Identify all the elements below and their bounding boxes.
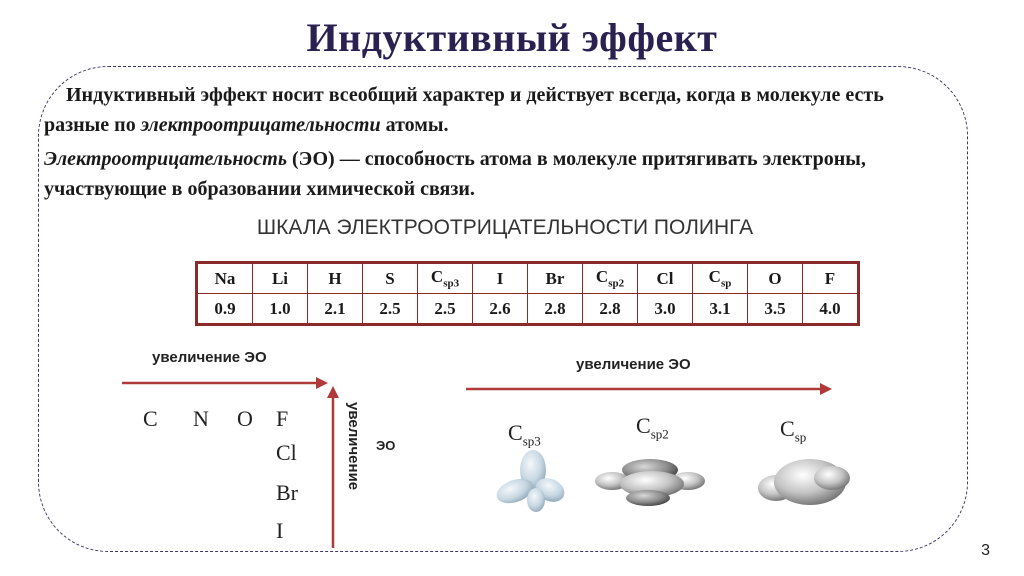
definition-paragraph xyxy=(44,144,944,204)
element-br: Br xyxy=(276,480,298,505)
intro-text-2: атомы. xyxy=(380,114,449,136)
element-o: O xyxy=(237,406,253,431)
table-value-cell: 3.0 xyxy=(638,294,693,325)
element-i: I xyxy=(276,518,284,543)
table-value-cell: 4.0 xyxy=(803,294,859,325)
definition-text: (ЭО) — способность атома в молекуле притягивать электроны, участвующие в образовании химической связи. xyxy=(44,148,866,200)
element-f: F xyxy=(276,406,289,431)
scale-title: ШКАЛА ЭЛЕКТРООТРИЦАТЕЛЬНОСТИ ПОЛИНГА xyxy=(256,216,754,239)
table-header-cell: $C_{sp2}$ xyxy=(583,263,638,294)
table-value-cell: 2.8 xyxy=(528,294,583,325)
table-value-cell: 2.5 xyxy=(363,294,418,325)
table-header-cell: Br xyxy=(528,263,583,294)
intro-paragraph xyxy=(44,80,944,140)
table-header-cell: Cl xyxy=(638,263,693,294)
table-value-cell: 2.6 xyxy=(473,294,528,325)
right-arrow-label: увеличение ЭО xyxy=(576,356,691,373)
table-header-cell: H xyxy=(308,263,363,294)
table-header-cell: $C_{sp}$ xyxy=(693,263,748,294)
table-value-cell: 2.5 xyxy=(418,294,473,325)
page-number: 3 xyxy=(981,542,990,559)
table-value-cell: 1.0 xyxy=(253,294,308,325)
table-value-cell: 3.5 xyxy=(748,294,803,325)
intro-text-1: Индуктивный эффект носит всеобщий характер и действует всегда, когда в молекуле есть разные по xyxy=(44,84,884,136)
definition-italic: Электроотрицательность xyxy=(44,148,288,170)
table-value-cell: 0.9 xyxy=(197,294,253,325)
electronegativity-table xyxy=(195,261,860,326)
intro-italic: электроотрицательности xyxy=(140,114,381,136)
table-header-cell: F xyxy=(803,263,859,294)
table-header-cell: O xyxy=(748,263,803,294)
table-header-cell: $C_{sp3}$ xyxy=(418,263,473,294)
left-arrow-label: увеличение ЭО xyxy=(152,349,267,366)
vertical-arrow-label: увеличение xyxy=(345,402,362,491)
table-header-cell: S xyxy=(363,263,418,294)
orbital-label-sp: $C_{sp}$ xyxy=(780,416,807,445)
table-value-cell: 3.1 xyxy=(693,294,748,325)
orbital-label-sp2: $C_{sp2}$ xyxy=(636,413,669,442)
table-header-cell: Li xyxy=(253,263,308,294)
table-value-cell: 2.8 xyxy=(583,294,638,325)
table-value-cell: 2.1 xyxy=(308,294,363,325)
orbital-label-sp3: $C_{sp3}$ xyxy=(508,420,541,449)
table-value-row xyxy=(197,294,859,325)
vertical-arrow-suffix: ЭО xyxy=(376,438,396,453)
slide-title: Индуктивный эффект xyxy=(306,15,718,60)
element-n: N xyxy=(193,406,209,431)
table-header-cell: I xyxy=(473,263,528,294)
table-header-cell: Na xyxy=(197,263,253,294)
table-header-row xyxy=(197,263,859,294)
element-cl: Cl xyxy=(276,440,297,465)
element-c: C xyxy=(143,406,158,431)
